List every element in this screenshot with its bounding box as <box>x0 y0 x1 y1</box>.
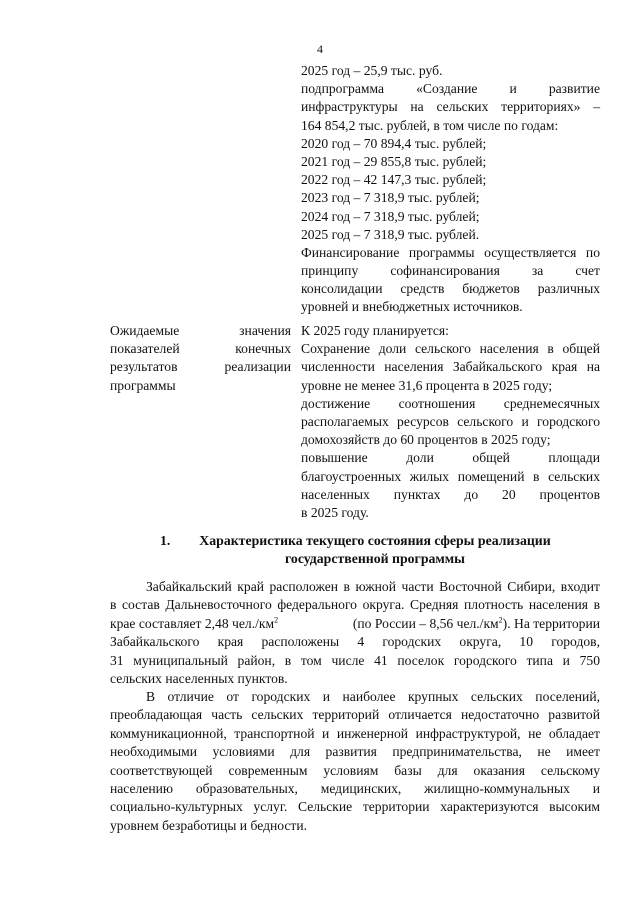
section-number: 1. <box>160 533 171 548</box>
value-line: домохозяйств до 60 процентов в 2025 году; <box>301 432 551 448</box>
value-line: К 2025 году планируется: <box>301 323 449 338</box>
label-line: показателей конечных <box>110 341 291 357</box>
superscript: 2 <box>498 615 503 625</box>
funding-line: 2021 год – 29 855,8 тыс. рублей; <box>301 153 487 169</box>
paragraph-1 <box>110 578 600 688</box>
paragraph-line: в состав Дальневосточного федерального округа. Средняя плотность населения в <box>110 597 600 613</box>
paragraph-line: необходимыми условиями для развития предпринимательства, не имеет <box>110 744 600 760</box>
funding-line: 2023 год – 7 318,9 тыс. рублей; <box>301 190 480 206</box>
funding-line: уровней и внебюджетных источников. <box>301 299 523 315</box>
section-heading <box>110 532 600 568</box>
paragraph-line: социально-культурных услуг. Сельские территории характеризуются высоким <box>110 799 600 815</box>
section-title-line1: Характеристика текущего состояния сферы реализации <box>199 533 551 548</box>
funding-line: 2022 год – 42 147,3 тыс. рублей; <box>301 172 487 188</box>
paragraph-line: Забайкальский край расположен в южной части Восточной Сибири, входит <box>146 579 600 594</box>
paragraph-line: сельских населенных пунктов. <box>110 670 288 686</box>
funding-line: 2024 год – 7 318,9 тыс. рублей; <box>301 208 480 224</box>
value-line: в 2025 году. <box>301 504 369 520</box>
line-part: (по России – 8,56 $чел./км^2$). На территории <box>352 615 600 631</box>
value-line: уровне не менее 31,6 процента в 2025 году; <box>301 377 553 393</box>
paragraph-line: коммуникационной, транспортной и инженерной инфраструктурой, не обладает <box>110 725 600 741</box>
value-line: повышение доли общей площади <box>301 450 600 466</box>
expected-results-label <box>110 322 291 395</box>
label-line: программы <box>110 377 176 393</box>
section-title-line2: государственной программы <box>285 551 465 566</box>
funding-line: 164 854,2 тыс. рублей, в том числе по годам: <box>301 117 559 133</box>
paragraph-line <box>110 615 600 633</box>
funding-line: 2020 год – 70 894,4 тыс. рублей; <box>301 135 487 151</box>
paragraph-line: В отличие от городских и наиболее крупных сельских поселений, <box>146 689 600 704</box>
paragraph-2 <box>110 688 600 835</box>
paragraph-line: населению образовательных, медицинских, жилищно-коммунальных и <box>110 780 600 796</box>
paragraph-line: преобладающая часть сельских территорий отличается недостаточно развитой <box>110 707 600 723</box>
funding-line: подпрограмма «Создание и развитие <box>301 81 600 97</box>
funding-line: Финансирование программы осуществляется по <box>301 244 600 260</box>
paragraph-line: соответствующей современным условиям базы для оказания сельскому <box>110 762 600 778</box>
funding-line: 2025 год – 7 318,9 тыс. рублей. <box>301 226 480 242</box>
value-line: Сохранение доли сельского населения в общей <box>301 341 600 357</box>
paragraph-line: 31 муниципальный район, в том числе 41 поселок городского типа и 750 <box>110 652 600 668</box>
funding-line: инфраструктуры на сельских территориях» – <box>301 99 600 115</box>
value-line: благоустроенных жилых помещений в сельских <box>301 468 600 484</box>
funding-block <box>301 62 600 317</box>
expected-results-value <box>301 322 600 522</box>
funding-line: 2025 год – 25,9 тыс. руб. <box>301 63 443 78</box>
label-line: Ожидаемые значения <box>110 323 291 338</box>
superscript: 2 <box>274 615 279 625</box>
value-line: численности населения Забайкальского края на <box>301 359 600 375</box>
page-number: 4 <box>317 42 323 56</box>
value-line: населенных пунктах до 20 процентов <box>301 486 600 502</box>
paragraph-line: уровнем безработицы и бедности. <box>110 817 308 833</box>
paragraph-line: Забайкальского края расположены 4 городских округа, 10 городов, <box>110 634 600 650</box>
value-line: располагаемых ресурсов сельского и городского <box>301 413 600 429</box>
line-part: крае составляет 2,48 $чел./км^2$ <box>110 615 279 631</box>
value-line: достижение соотношения среднемесячных <box>301 395 600 411</box>
funding-line: консолидации средств бюджетов различных <box>301 281 600 297</box>
funding-line: принципу софинансирования за счет <box>301 263 600 279</box>
label-line: результатов реализации <box>110 359 291 375</box>
